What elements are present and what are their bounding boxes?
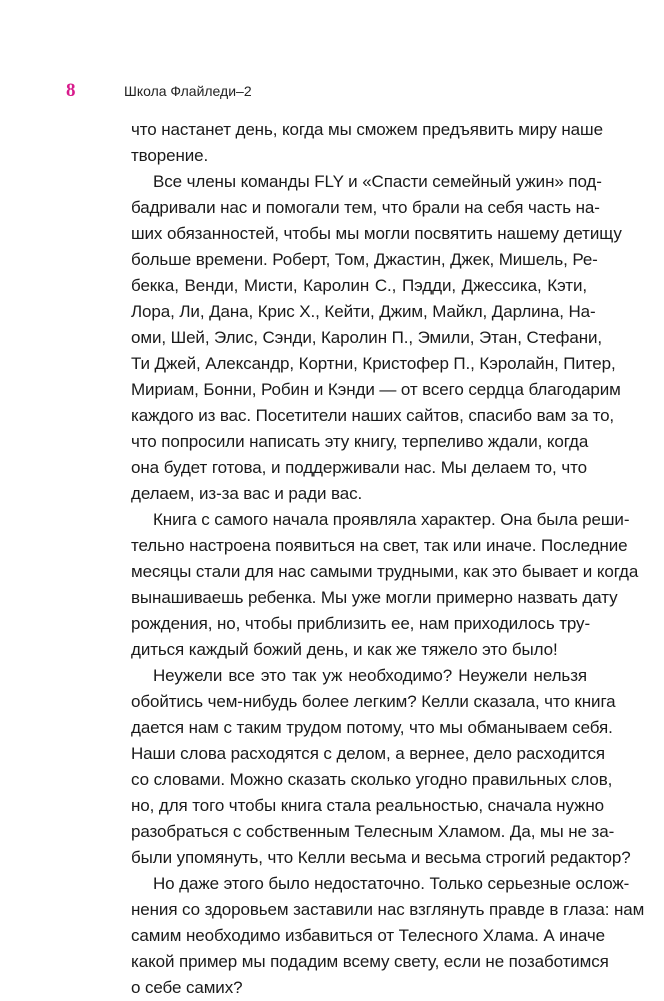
text-line: были упомянуть, что Келли весьма и весьма строгий редактор? [131,848,631,867]
text-line: творение. [131,146,209,165]
text-line: каждого из вас. Посетители наших сайтов, спасибо вам за то, [131,406,615,425]
page-number: 8 [66,80,76,101]
text-line: бекка, Венди, Мисти, Каролин С., Пэдди, Джессика, Кэти, [131,276,587,295]
text-line: диться каждый божий день, и как же тяжело это было! [131,640,558,659]
text-line: вынашиваешь ребенка. Мы уже могли примерно назвать дату [131,588,618,607]
text-line: Но даже этого было недостаточно. Только серьезные ослож- [153,874,630,893]
paragraph [131,663,631,871]
body-text [131,117,645,1001]
running-header [66,80,252,102]
text-line: разобраться с собственным Телесным Хламом. Да, мы не за- [131,822,615,841]
text-line: Неужели все это так уж необходимо? Неужели нельзя [153,666,587,685]
text-line: какой пример мы подадим всему свету, если не позаботимся [131,952,609,971]
text-line: рождения, но, чтобы приблизить ее, нам приходилось тру- [131,614,591,633]
text-line: месяцы стали для нас самыми трудными, как это бывает и когда [131,562,639,581]
text-line: делаем, из-за вас и ради вас. [131,484,363,503]
text-line: что попросили написать эту книгу, терпеливо ждали, когда [131,432,589,451]
text-line: самим необходимо избавиться от Телесного Хлама. А иначе [131,926,605,945]
text-line: дается нам с таким трудом потому, что мы обманываем себя. [131,718,613,737]
text-line: со словами. Можно сказать сколько угодно правильных слов, [131,770,613,789]
text-line: Все члены команды FLY и «Спасти семейный ужин» под- [153,172,602,191]
text-line: больше времени. Роберт, Том, Джастин, Джек, Мишель, Ре- [131,250,598,269]
text-line: оми, Шей, Элис, Сэнди, Каролин П., Эмили, Этан, Стефани, [131,328,603,347]
text-line: Книга с самого начала проявляла характер. Она была реши- [153,510,630,529]
text-line: Ти Джей, Александр, Кортни, Кристофер П., Кэролайн, Питер, [131,354,616,373]
text-line: что настанет день, когда мы сможем предъявить миру наше [131,120,603,139]
running-title: Школа Флайледи–2 [124,83,252,99]
text-line: о себе самих? [131,978,243,997]
paragraph [131,117,603,169]
text-line: обойтись чем-нибудь более легким? Келли сказала, что книга [131,692,616,711]
text-line: но, для того чтобы книга стала реальностью, сначала нужно [131,796,604,815]
text-line: тельно настроена появиться на свет, так или иначе. Последние [131,536,628,555]
text-line: нения со здоровьем заставили нас взглянуть правде в глаза: нам [131,900,645,919]
text-line: Мириам, Бонни, Робин и Кэнди — от всего сердца благодарим [131,380,621,399]
paragraph [131,871,645,1001]
paragraph [131,169,622,507]
text-line: ших обязанностей, чтобы мы могли посвятить нашему детищу [131,224,622,243]
text-line: Лора, Ли, Дана, Крис Х., Кейти, Джим, Майкл, Дарлина, На- [131,302,596,321]
text-line: она будет готова, и поддерживали нас. Мы делаем то, что [131,458,587,477]
text-line: Наши слова расходятся с делом, а вернее, дело расходится [131,744,606,763]
paragraph [131,507,639,663]
text-line: бадривали нас и помогали тем, что брали на себя часть на- [131,198,600,217]
